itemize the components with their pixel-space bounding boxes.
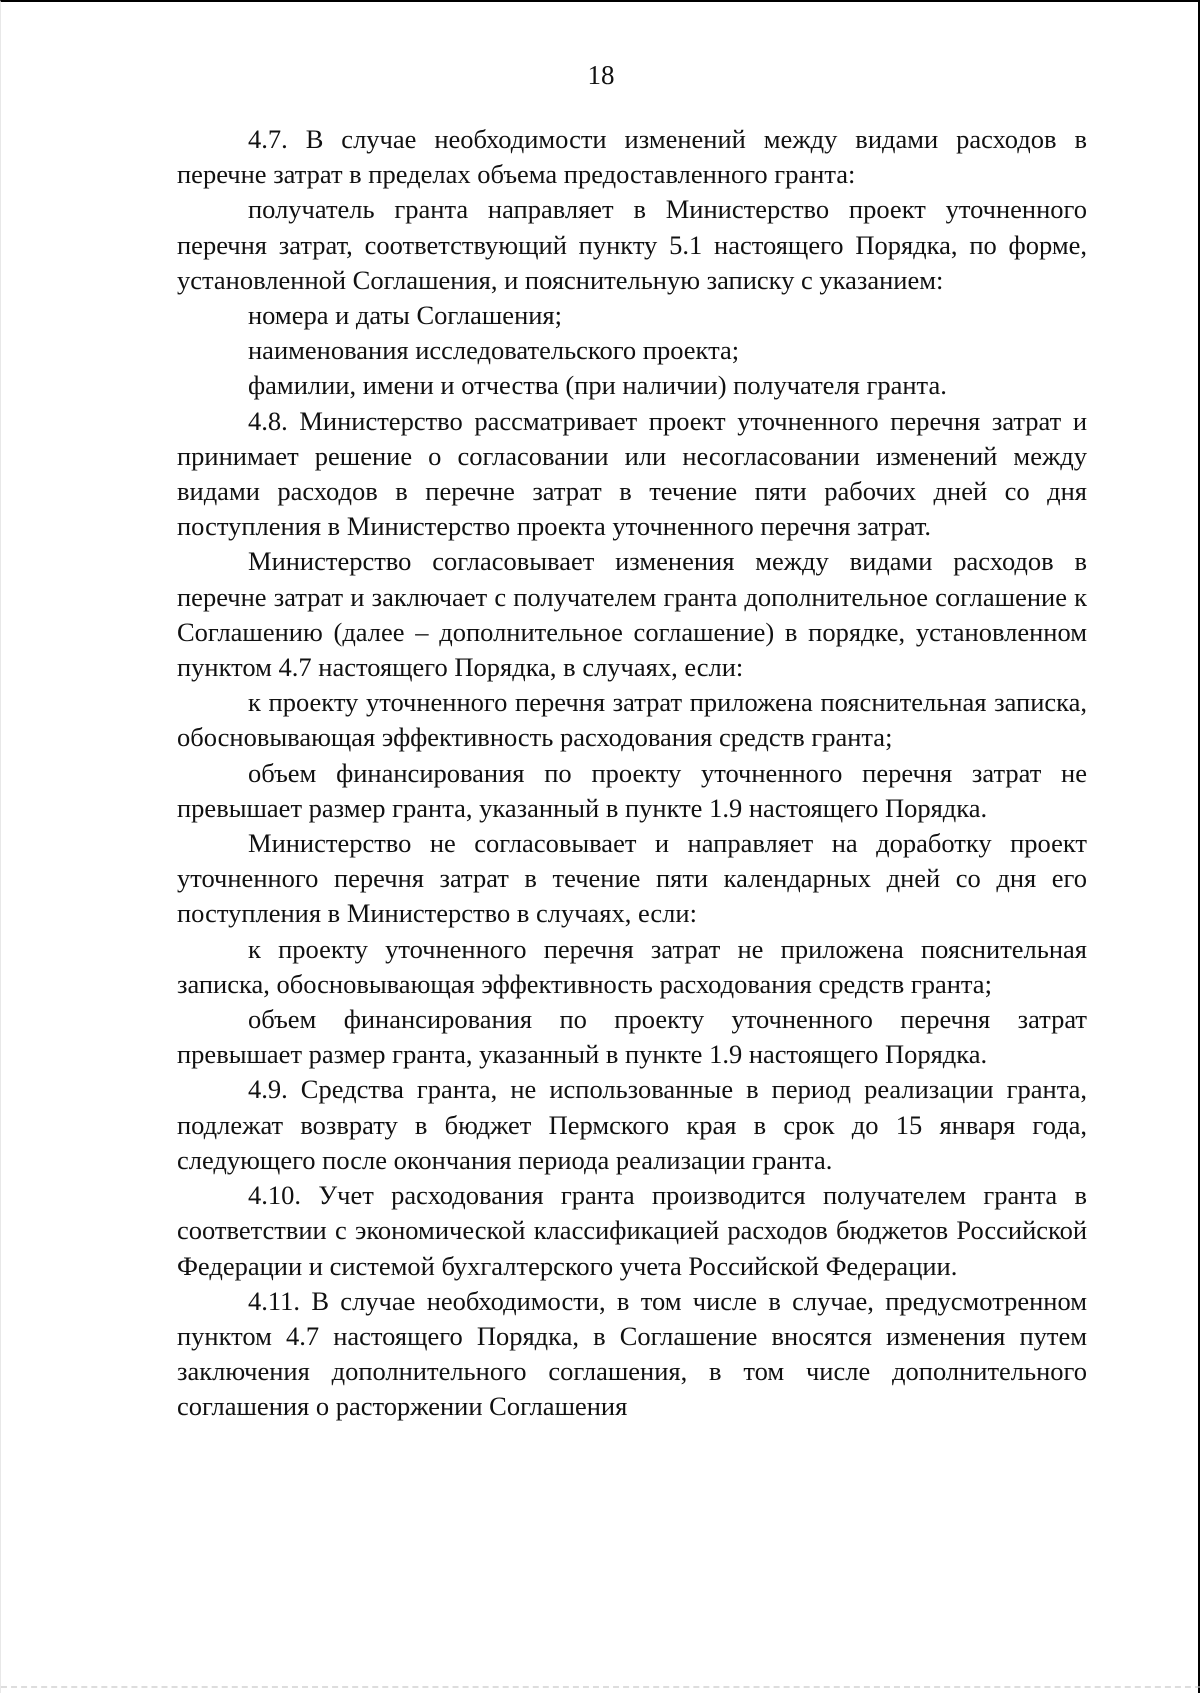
- page-number: 18: [587, 60, 615, 90]
- paragraph-ministry-rejects: Министерство не согласовывает и направляет на доработку проект уточненного перечня затрат в течение пяти календарных дней со дня его поступления в Министерство в случаях, если:: [177, 828, 1087, 929]
- paragraph-4-8: 4.8. Министерство рассматривает проект уточненного перечня затрат и принимает решение о согласовании или несогласовании изменений между видами расходов в перечне затрат в течение пяти рабочих дней со дня поступления в Министерство проекта уточненного перечня затрат.: [177, 405, 1087, 542]
- list-item-project-name: наименования исследовательского проекта;: [248, 335, 740, 366]
- condition-note-missing: к проекту уточненного перечня затрат не приложена пояснительная записка, обосновывающая эффективность расходования средств гранта;: [177, 933, 1087, 999]
- paragraph-4-10: 4.10. Учет расходования гранта производится получателем гранта в соответствии с экономической классификацией расходов бюджетов Российской Федерации и системой бухгалтерского учета Российской Федерации.: [177, 1180, 1087, 1281]
- condition-note-attached: к проекту уточненного перечня затрат приложена пояснительная записка, обосновывающая эффективность расходования средств гранта;: [177, 687, 1087, 753]
- paragraph-4-11: 4.11. В случае необходимости, в том числе в случае, предусмотренном пунктом 4.7 настоящего Порядка, в Соглашение вносятся изменения путем заключения дополнительного соглашения, в том числе дополнительного соглашения о расторжении Соглашения: [177, 1285, 1087, 1422]
- paragraph-4-9: 4.9. Средства гранта, не использованные в период реализации гранта, подлежат возврату в бюджет Пермского края в срок до 15 января года, следующего после окончания периода реализации гранта.: [177, 1074, 1087, 1175]
- paragraph-4-7: 4.7. В случае необходимости изменений между видами расходов в перечне затрат в пределах объема предоставленного гранта:: [177, 124, 1087, 190]
- condition-within-grant: объем финансирования по проекту уточненного перечня затрат не превышает размер гранта, указанный в пункте 1.9 настоящего Порядка.: [177, 757, 1087, 823]
- paragraph-ministry-approves: Министерство согласовывает изменения между видами расходов в перечне затрат и заключает с получателем гранта дополнительное соглашение к Соглашению (далее – дополнительное соглашение) в порядке, установленном пунктом 4.7 настоящего Порядка, в случаях, если:: [177, 546, 1087, 683]
- condition-exceeds-grant: объем финансирования по проекту уточненного перечня затрат превышает размер гранта, указанный в пункте 1.9 настоящего Порядка.: [177, 1004, 1087, 1070]
- document-body: [177, 122, 1087, 1425]
- list-item-agreement-number: номера и даты Соглашения;: [248, 300, 562, 331]
- list-item-recipient-name: фамилии, имени и отчества (при наличии) получателя гранта.: [248, 370, 947, 401]
- scan-edge-line: [1, 1686, 1200, 1688]
- paragraph-recipient-sends: получатель гранта направляет в Министерство проект уточненного перечня затрат, соответствующий пункту 5.1 настоящего Порядка, по форме, установленной Соглашения, и пояснительную записку с указанием:: [177, 194, 1087, 295]
